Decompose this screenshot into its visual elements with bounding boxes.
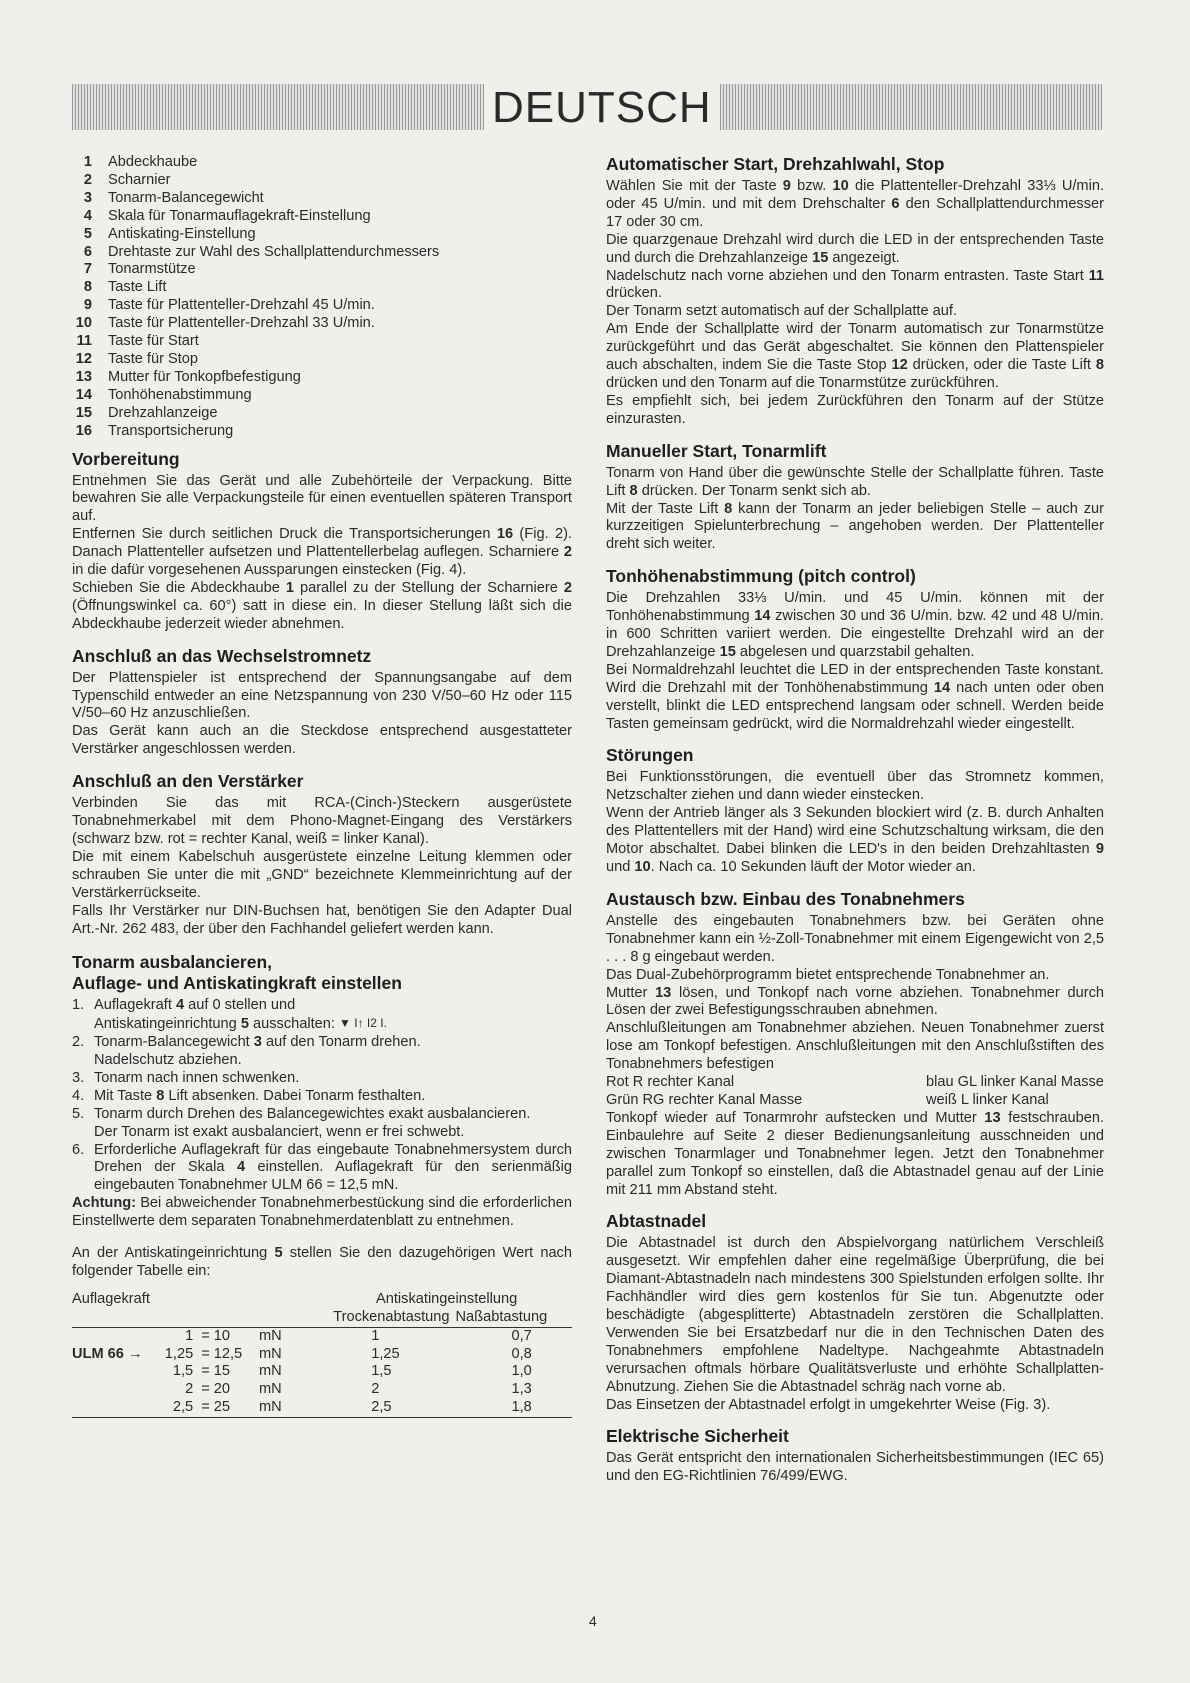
legend-item <box>72 405 572 423</box>
table-cell: = 20 <box>201 1381 230 1398</box>
antiskating-symbol: ▼ I↑ I2 I. <box>339 1016 387 1031</box>
legend-number: 5 <box>83 225 92 242</box>
table-cell <box>72 1381 155 1399</box>
table-cell: = 10 <box>201 1327 230 1344</box>
table-cell: 2 <box>185 1381 194 1398</box>
table-header: Naßabtastung <box>456 1309 572 1327</box>
table-header: Auflagekraft <box>72 1290 150 1307</box>
table-row <box>72 1346 572 1364</box>
table-cell: 1,25 <box>371 1345 400 1362</box>
paragraph: Entfernen Sie durch seitlichen Druck die Transportsicherungen 16 (Fig. 2). Danach Plattenteller aufsetzen und Plattentellerbelag auflegen. Scharniere 2 in die dafür vorgesehenen Aussparungen einstecken (Fig. 4). <box>72 526 572 579</box>
table-cell <box>72 1327 155 1345</box>
table-cell: 1 <box>371 1327 380 1344</box>
step: 1. Auflagekraft 4 auf 0 stellen und Antiskatingeinrichtung 5 ausschalten: ▼ I↑ I2 I. <box>72 997 387 1033</box>
legend-number: 16 <box>75 422 92 439</box>
paragraph: Wählen Sie mit der Taste 9 bzw. 10 die Plattenteller-Drehzahl 33⅓ U/min. oder 45 U/min. und mit dem Drehschalter 6 den Schallplattendurchmesser 17 oder 30 cm. <box>606 178 1105 230</box>
table-row <box>72 1399 572 1417</box>
legend-item <box>72 315 572 333</box>
step: 3. Tonarm nach innen schwenken. <box>72 1069 300 1086</box>
legend-label: Taste für Stop <box>108 350 199 367</box>
table-header: Trockenabtastung <box>321 1309 455 1327</box>
step: 6. Erforderliche Auflagekraft für das eingebaute Tonabnehmersystem durch Drehen der Skala 4 einstellen. Auflagekraft für den serienmäßig eingebauten Tonabnehmer ULM 66 = 12,5 mN. <box>72 1141 572 1194</box>
section-title-tonarm: Tonarm ausbalancieren, Auflage- und Antiskatingkraft einstellen <box>72 952 402 994</box>
legend-label: Drehtaste zur Wahl des Schallplattendurchmessers <box>108 243 440 260</box>
paragraph: Bei Funktionsstörungen, die eventuell über das Stromnetz kommen, Netzschalter ziehen und dann wieder einstecken. <box>606 769 1104 804</box>
table-row <box>72 1363 572 1381</box>
paragraph: Das Gerät kann auch an die Steckdose entsprechend ausgestatteter Verstärker angeschlossen werden. <box>72 723 572 758</box>
legend-label: Abdeckhaube <box>108 154 198 170</box>
antiskating-table <box>72 1291 572 1418</box>
paragraph: Mit der Taste Lift 8 kann der Tonarm an jeder beliebigen Stelle – auch zur kurzzeitigen Spielunterbrechung – angehoben werden. Der Plattenteller dreht sich weiter. <box>606 500 1104 553</box>
paragraph: Tonkopf wieder auf Tonarmrohr aufstecken und Mutter 13 festschrauben. Einbaulehre auf Seite 2 dieser Bedienungsanleitung ausschneiden und zwischen Tonarmlager und Tonabnehmer legen. Jetzt den Tonabnehmer parallel zum Tonkopf so einstellen, daß die Abtastnadel genau auf der Linie mit 211 mm Abstand steht. <box>606 1109 1104 1198</box>
table-cell: 0,8 <box>511 1345 532 1362</box>
legend-item <box>72 387 572 405</box>
legend-number: 2 <box>83 171 92 188</box>
table-cell: 2,5 <box>321 1399 455 1417</box>
legend-item <box>72 261 572 279</box>
legend-number: 1 <box>83 154 92 170</box>
table-cell: = 25 <box>193 1399 259 1417</box>
table-row <box>72 1327 572 1345</box>
table-cell: 1,25 <box>164 1345 194 1362</box>
paragraph: Tonarm von Hand über die gewünschte Stelle der Schallplatte führen. Taste Lift 8 drücken. Der Tonarm senkt sich ab. <box>606 464 1104 499</box>
left-column <box>72 154 572 1418</box>
table-cell: 1,8 <box>456 1399 572 1417</box>
legend-item <box>72 333 572 351</box>
paragraph: Mutter 13 lösen, und Tonkopf nach vorne abziehen. Tonabnehmer durch Lösen der zwei Befestigungsschrauben abnehmen. <box>606 984 1104 1019</box>
section-title-manuell: Manueller Start, Tonarmlift <box>606 440 827 461</box>
right-column <box>606 154 1104 1486</box>
legend-item <box>72 154 572 172</box>
section-title-abtastnadel: Abtastnadel <box>606 1211 707 1232</box>
legend-item <box>72 190 572 208</box>
legend-number: 13 <box>75 368 92 385</box>
legend-label: Taste für Plattenteller-Drehzahl 33 U/min. <box>108 315 375 332</box>
legend-label: Mutter für Tonkopfbefestigung <box>108 368 301 385</box>
paragraph: Achtung: Bei abweichender Tonabnehmerbestückung sind die erforderlichen Einstellwerte dem separaten Tonabnehmerdatenblatt zu entnehmen. <box>72 1195 572 1230</box>
table-cell: mN <box>258 1327 282 1344</box>
legend-number: 15 <box>75 404 92 421</box>
legend-label: Skala für Tonarmauflagekraft-Einstellung <box>108 207 371 224</box>
parts-legend <box>72 154 572 441</box>
legend-item <box>72 369 572 387</box>
table-cell: mN <box>259 1399 321 1417</box>
paragraph: Wenn der Antrieb länger als 3 Sekunden blockiert wird (z. B. durch Anhalten des Plattentellers mit der Hand) wird eine Schutzschaltung wirksam, die den Motor abschaltet. Dabei blinken die LED's in den beiden Drehzahltasten 9 und 10. Nach ca. 10 Sekunden läuft der Motor wieder an. <box>606 805 1104 875</box>
legend-label: Scharnier <box>108 171 171 188</box>
legend-label: Transportsicherung <box>108 422 234 439</box>
paragraph: Der Tonarm setzt automatisch auf der Schallplatte auf. <box>606 303 957 320</box>
legend-number: 10 <box>75 315 92 332</box>
legend-label: Drehzahlanzeige <box>108 404 218 421</box>
table-cell: mN <box>258 1381 282 1398</box>
legend-label: Taste Lift <box>108 279 167 296</box>
paragraph: Das Einsetzen der Abtastnadel erfolgt in umgekehrter Weise (Fig. 3). <box>606 1396 1051 1413</box>
legend-label: Antiskating-Einstellung <box>108 225 256 242</box>
legend-number: 11 <box>76 333 92 350</box>
table-cell: 1 <box>185 1327 194 1344</box>
legend-number: 9 <box>83 297 92 314</box>
paragraph: Entnehmen Sie das Gerät und alle Zubehörteile der Verpackung. Bitte bewahren Sie alle Verpackungsteile für einen eventuellen späteren Transport auf. <box>72 472 572 525</box>
table-cell: 1,5 <box>371 1363 392 1380</box>
paragraph: Die mit einem Kabelschuh ausgerüstete einzelne Leitung klemmen oder schrauben Sie unter die mit „GND“ bezeichnete Klemmeinrichtung auf der Verstärkerrückseite. <box>72 848 572 901</box>
table-cell <box>72 1399 155 1417</box>
legend-label: Taste für Plattenteller-Drehzahl 45 U/min. <box>108 297 375 314</box>
legend-item <box>72 226 572 244</box>
legend-label: Tonhöhenabstimmung <box>108 386 252 403</box>
paragraph: Es empfiehlt sich, bei jedem Zurückführen den Tonarm auf der Stütze einzurasten. <box>606 392 1104 427</box>
wire-row: Grün RG rechter Kanal Masse weiß L linker Kanal <box>606 1091 1049 1108</box>
table-cell: mN <box>258 1363 282 1380</box>
legend-number: 3 <box>83 189 92 206</box>
table-cell: 1,0 <box>511 1363 532 1380</box>
paragraph: Falls Ihr Verstärker nur DIN-Buchsen hat, benötigen Sie den Adapter Dual Art.-Nr. 262 483, der über den Fachhandel geliefert werden kann. <box>72 902 572 937</box>
page-title: DEUTSCH <box>484 84 720 130</box>
paragraph: Das Dual-Zubehörprogramm bietet entsprechende Tonabnehmer an. <box>606 966 1050 983</box>
legend-item <box>72 423 572 441</box>
legend-number: 8 <box>83 279 92 296</box>
section-title-auto: Automatischer Start, Drehzahlwahl, Stop <box>606 154 945 174</box>
step: 2. Tonarm-Balancegewicht 3 auf den Tonarm drehen. Nadelschutz abziehen. <box>72 1034 421 1068</box>
legend-item <box>72 172 572 190</box>
steps-list <box>72 997 572 1195</box>
wire-row: Rot R rechter Kanal blau GL linker Kanal Masse <box>606 1074 1104 1091</box>
table-cell: ULM 66 → <box>72 1345 143 1362</box>
legend-number: 6 <box>83 243 92 260</box>
paragraph: Die Abtastnadel ist durch den Abspielvorgang natürlichem Verschleiß ausgesetzt. Wir empfehlen daher eine regelmäßige Überprüfung, die bei Diamant-Abtastnadeln nach mindestens 300 Spielstunden erfolgen sollte. Ihr Fachhändler wird dies gern kostenlos für Sie tun. Abgenutzte oder beschädigte (abgesplitterte) Abtastnadeln zerstören die Schallplatten. Verwenden Sie bei Ersatzbedarf nur die in den Technischen Daten des Tonabnehmers empfohlene Nadeltype. Nachgeahmte Abtastnadeln verursachen oftmals hörbare Qualitätsverluste und erhöhte Schallplatten-Abnutzung. Ziehen Sie die Abtastnadel schräg nach vorne ab. <box>606 1235 1104 1395</box>
section-title-netz: Anschluß an das Wechselstromnetz <box>72 645 372 666</box>
table-cell: 1,3 <box>511 1381 532 1398</box>
paragraph: Anschlußleitungen am Tonabnehmer abziehen. Neuen Tonabnehmer zuerst lose am Tonkopf befestigen. Anschlußleitungen mit den Anschlußstiften des Tonabnehmers befestigen <box>606 1020 1104 1073</box>
legend-number: 14 <box>75 386 92 403</box>
section-title-stoerungen: Störungen <box>606 745 694 766</box>
table-cell: 2 <box>371 1381 380 1398</box>
paragraph: Das Gerät entspricht den internationalen Sicherheitsbestimmungen (IEC 65) und den EG-Richtlinien 76/499/EWG. <box>606 1450 1104 1485</box>
section-title-verstaerker: Anschluß an den Verstärker <box>72 771 304 792</box>
legend-number: 4 <box>83 207 92 224</box>
paragraph: Die Drehzahlen 33⅓ U/min. und 45 U/min. können mit der Tonhöhenabstimmung 14 zwischen 30 und 36 U/min. bzw. 42 und 48 U/min. in 600 Schritten variiert werden. Die eingestellte Drehzahl wird an der Drehzahlanzeige 15 abgelesen und quarzstabil gehalten. <box>606 590 1104 660</box>
legend-label: Taste für Start <box>108 333 199 350</box>
legend-item <box>72 208 572 226</box>
section-title-sicherheit: Elektrische Sicherheit <box>606 1426 789 1447</box>
paragraph: Der Plattenspieler ist entsprechend der Spannungsangabe auf dem Typenschild entweder an eine Netzspannung von 230 V/50–60 Hz oder 115 V/50–60 Hz anzuschließen. <box>72 669 572 722</box>
legend-item <box>72 297 572 315</box>
table-cell: 1,5 <box>172 1363 194 1380</box>
page-number: 4 <box>589 1613 597 1629</box>
paragraph: Die quarzgenaue Drehzahl wird durch die LED in der entsprechenden Taste und durch die Drehzahlanzeige 15 angezeigt. <box>606 231 1104 266</box>
table-cell: = 12,5 <box>201 1345 243 1362</box>
paragraph: Schieben Sie die Abdeckhaube 1 parallel zu der Stellung der Scharniere 2 (Öffnungswinkel ca. 60°) satt in diese ein. In dieser Stellung läßt sich die Abdeckhaube jederzeit wieder abnehmen. <box>72 579 572 632</box>
table-cell: = 15 <box>201 1363 230 1380</box>
step: 4. Mit Taste 8 Lift absenken. Dabei Tonarm festhalten. <box>72 1087 426 1104</box>
legend-number: 12 <box>75 350 92 367</box>
table-header: Antiskatingeinstellung <box>376 1290 518 1307</box>
legend-item <box>72 279 572 297</box>
table-row <box>72 1381 572 1399</box>
table-cell: 0,7 <box>511 1327 532 1344</box>
paragraph: Am Ende der Schallplatte wird der Tonarm automatisch zur Tonarmstütze zurückgeführt und das Gerät abgeschaltet. Sie können den Plattenspieler auch abschalten, indem Sie die Taste Stop 12 drücken, oder die Taste Lift 8 drücken und den Tonarm auf die Tonarmstütze zurückführen. <box>606 321 1104 391</box>
section-title-austausch: Austausch bzw. Einbau des Tonabnehmers <box>606 888 965 909</box>
legend-item <box>72 351 572 369</box>
paragraph: Nadelschutz nach vorne abziehen und den Tonarm entrasten. Taste Start 11 drücken. <box>606 267 1104 302</box>
paragraph: An der Antiskatingeinrichtung 5 stellen Sie den dazugehörigen Wert nach folgender Tabelle ein: <box>72 1245 572 1279</box>
table-cell: mN <box>258 1345 282 1362</box>
table-cell <box>72 1363 155 1381</box>
legend-label: Tonarmstütze <box>108 261 196 278</box>
legend-label: Tonarm-Balancegewicht <box>108 189 264 206</box>
paragraph: Verbinden Sie das mit RCA-(Cinch-)Steckern ausgerüstete Tonabnehmerkabel mit dem Phono-Magnet-Eingang des Verstärkers (schwarz bzw. rot = rechter Kanal, weiß = linker Kanal). <box>72 795 572 847</box>
legend-number: 7 <box>83 261 92 278</box>
paragraph: Anstelle des eingebauten Tonabnehmers bzw. bei Geräten ohne Tonabnehmer kann ein ½-Zoll-Tonabnehmer mit einem Eigengewicht von 2,5 . . . 8 g eingebaut werden. <box>606 912 1104 965</box>
table-cell: 2,5 <box>155 1399 194 1417</box>
section-title-pitch: Tonhöhenabstimmung (pitch control) <box>606 566 916 587</box>
legend-item <box>72 244 572 262</box>
paragraph: Bei Normaldrehzahl leuchtet die LED in der entsprechenden Taste konstant. Wird die Drehzahl mit der Tonhöhenabstimmung 14 nach unten oder oben verstellt, blinkt die LED entsprechend langsam oder schnell. Werden beide Tasten gemeinsam gedrückt, wird die Normaldrehzahl wieder eingestellt. <box>606 661 1104 732</box>
section-title-vorbereitung: Vorbereitung <box>72 448 180 469</box>
step: 5. Tonarm durch Drehen des Balancegewichtes exakt ausbalancieren. Der Tonarm ist exakt ausbalanciert, wenn er frei schwebt. <box>72 1105 531 1140</box>
